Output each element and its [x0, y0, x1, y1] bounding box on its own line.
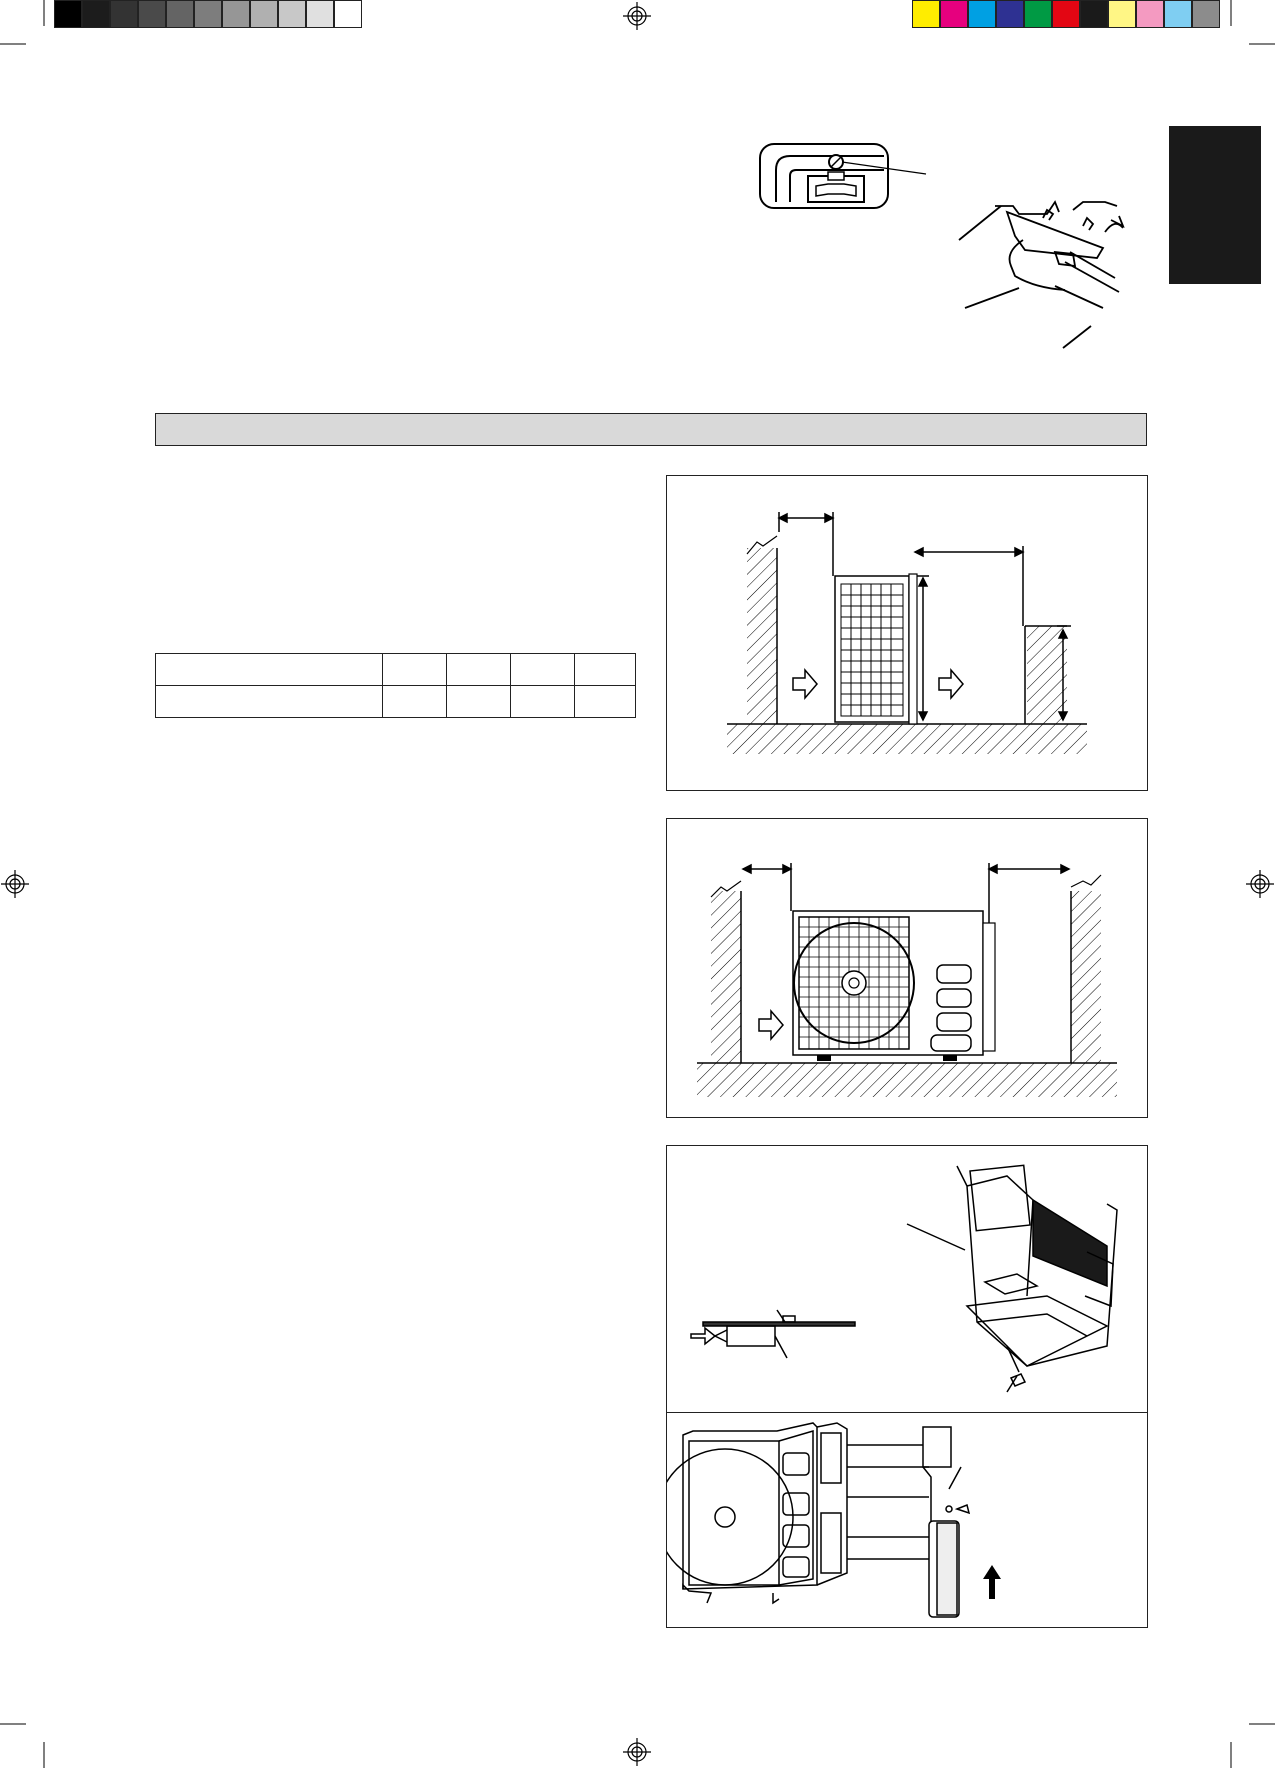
- table-cell: [447, 686, 511, 718]
- clearance-table: [155, 653, 636, 718]
- registration-mark-bottom: [623, 1738, 651, 1766]
- table-row: [156, 686, 636, 718]
- pipe-flare-illustration: [955, 196, 1145, 354]
- table-cell: [156, 686, 383, 718]
- table-cell: [447, 654, 511, 686]
- drain-installation-figure: [666, 1145, 1148, 1413]
- table-cell: [383, 686, 447, 718]
- table-cell: [511, 654, 575, 686]
- cover-removal-figure: [666, 1412, 1148, 1628]
- registration-mark-top: [623, 2, 651, 30]
- table-cell: [575, 686, 636, 718]
- side-clearance-figure: [666, 475, 1148, 791]
- section-header-bar: [155, 413, 1147, 446]
- language-tab: [1169, 126, 1261, 284]
- table-cell: [156, 654, 383, 686]
- registration-mark-left: [1, 870, 29, 898]
- service-valve-illustration: [756, 140, 931, 212]
- table-cell: [511, 686, 575, 718]
- table-cell: [383, 654, 447, 686]
- registration-mark-right: [1246, 870, 1274, 898]
- front-clearance-figure: [666, 818, 1148, 1118]
- table-cell: [575, 654, 636, 686]
- table-row: [156, 654, 636, 686]
